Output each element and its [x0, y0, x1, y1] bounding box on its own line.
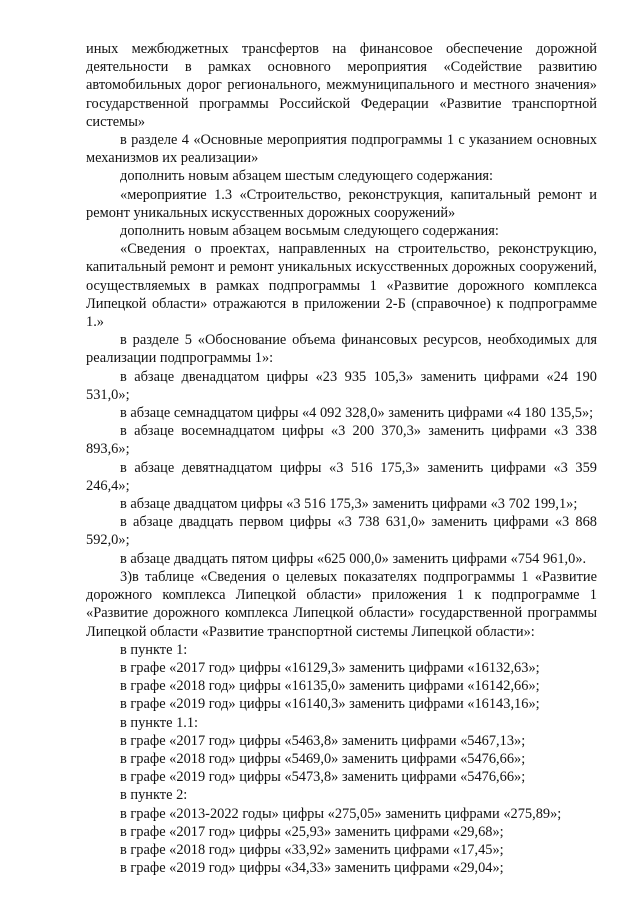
paragraph-19: в графе «2019 год» цифры «16140,3» заменить цифрами «16143,16»;: [120, 696, 540, 713]
paragraph-13: в абзаце двадцать первом цифры «3 738 631,0» заменить цифрами «3 868 592,0»;: [86, 514, 597, 549]
paragraph-20: в пункте 1.1:: [120, 714, 199, 731]
paragraph-12: в абзаце двадцатом цифры «3 516 175,3» заменить цифрами «3 702 199,1»;: [120, 496, 578, 513]
paragraph-28: в графе «2019 год» цифры «34,33» заменить цифрами «29,04»;: [120, 860, 504, 877]
paragraph-16: в пункте 1:: [120, 641, 188, 658]
paragraph-1: иных межбюджетных трансфертов на финансовое обеспечение дорожной деятельности в рамках основного мероприятия «Содействие развитию автомобильных дорог регионального, межмуниципального и местного значения» государственной программы Российской Федерации «Развитие транспортной системы»: [86, 41, 597, 130]
paragraph-24: в пункте 2:: [120, 787, 188, 804]
paragraph-2: в разделе 4 «Основные мероприятия подпрограммы 1 с указанием основных механизмов их реализации»: [86, 132, 597, 167]
paragraph-3: дополнить новым абзацем шестым следующего содержания:: [120, 168, 494, 185]
paragraph-15: 3)в таблице «Сведения о целевых показателях подпрограммы 1 «Развитие дорожного комплекса Липецкой области» приложения 1 к подпрограмме 1 «Развитие дорожного комплекса Липецкой области» государственной программы Липецкой области «Развитие транспортной системы Липецкой области»:: [86, 568, 597, 640]
paragraph-11: в абзаце девятнадцатом цифры «3 516 175,3» заменить цифрами «3 359 246,4»;: [86, 459, 597, 494]
paragraph-9: в абзаце семнадцатом цифры «4 092 328,0» заменить цифрами «4 180 135,5»;: [120, 405, 594, 422]
paragraph-7: в разделе 5 «Обоснование объема финансовых ресурсов, необходимых для реализации подпрограммы 1»:: [86, 332, 597, 367]
paragraph-6: «Сведения о проектах, направленных на строительство, реконструкцию, капитальный ремонт и ремонт уникальных искусственных дорожных сооружений, осуществляемых в рамках подпрограммы 1 «Развитие дорожного комплекса Липецкой области» отражаются в приложении 2-Б (справочное) к подпрограмме 1.»: [86, 241, 597, 331]
paragraph-8: в абзаце двенадцатом цифры «23 935 105,3» заменить цифрами «24 190 531,0»;: [86, 368, 597, 403]
paragraph-5: дополнить новым абзацем восьмым следующего содержания:: [120, 223, 499, 240]
paragraph-27: в графе «2018 год» цифры «33,92» заменить цифрами «17,45»;: [120, 841, 504, 858]
paragraph-14: в абзаце двадцать пятом цифры «625 000,0» заменить цифрами «754 961,0».: [120, 550, 587, 567]
paragraph-23: в графе «2019 год» цифры «5473,8» заменить цифрами «5476,66»;: [120, 769, 526, 786]
paragraph-18: в графе «2018 год» цифры «16135,0» заменить цифрами «16142,66»;: [120, 678, 540, 695]
paragraph-17: в графе «2017 год» цифры «16129,3» заменить цифрами «16132,63»;: [120, 659, 540, 676]
paragraph-25: в графе «2013-2022 годы» цифры «275,05» заменить цифрами «275,89»;: [120, 805, 562, 822]
paragraph-26: в графе «2017 год» цифры «25,93» заменить цифрами «29,68»;: [120, 823, 504, 840]
paragraph-21: в графе «2017 год» цифры «5463,8» заменить цифрами «5467,13»;: [120, 732, 526, 749]
document-body: [86, 40, 597, 877]
paragraph-10: в абзаце восемнадцатом цифры «3 200 370,3» заменить цифрами «3 338 893,6»;: [86, 423, 597, 458]
paragraph-22: в графе «2018 год» цифры «5469,0» заменить цифрами «5476,66»;: [120, 750, 526, 767]
paragraph-4: «мероприятие 1.3 «Строительство, реконструкция, капитальный ремонт и ремонт уникальных искусственных дорожных сооружений»: [86, 186, 597, 221]
